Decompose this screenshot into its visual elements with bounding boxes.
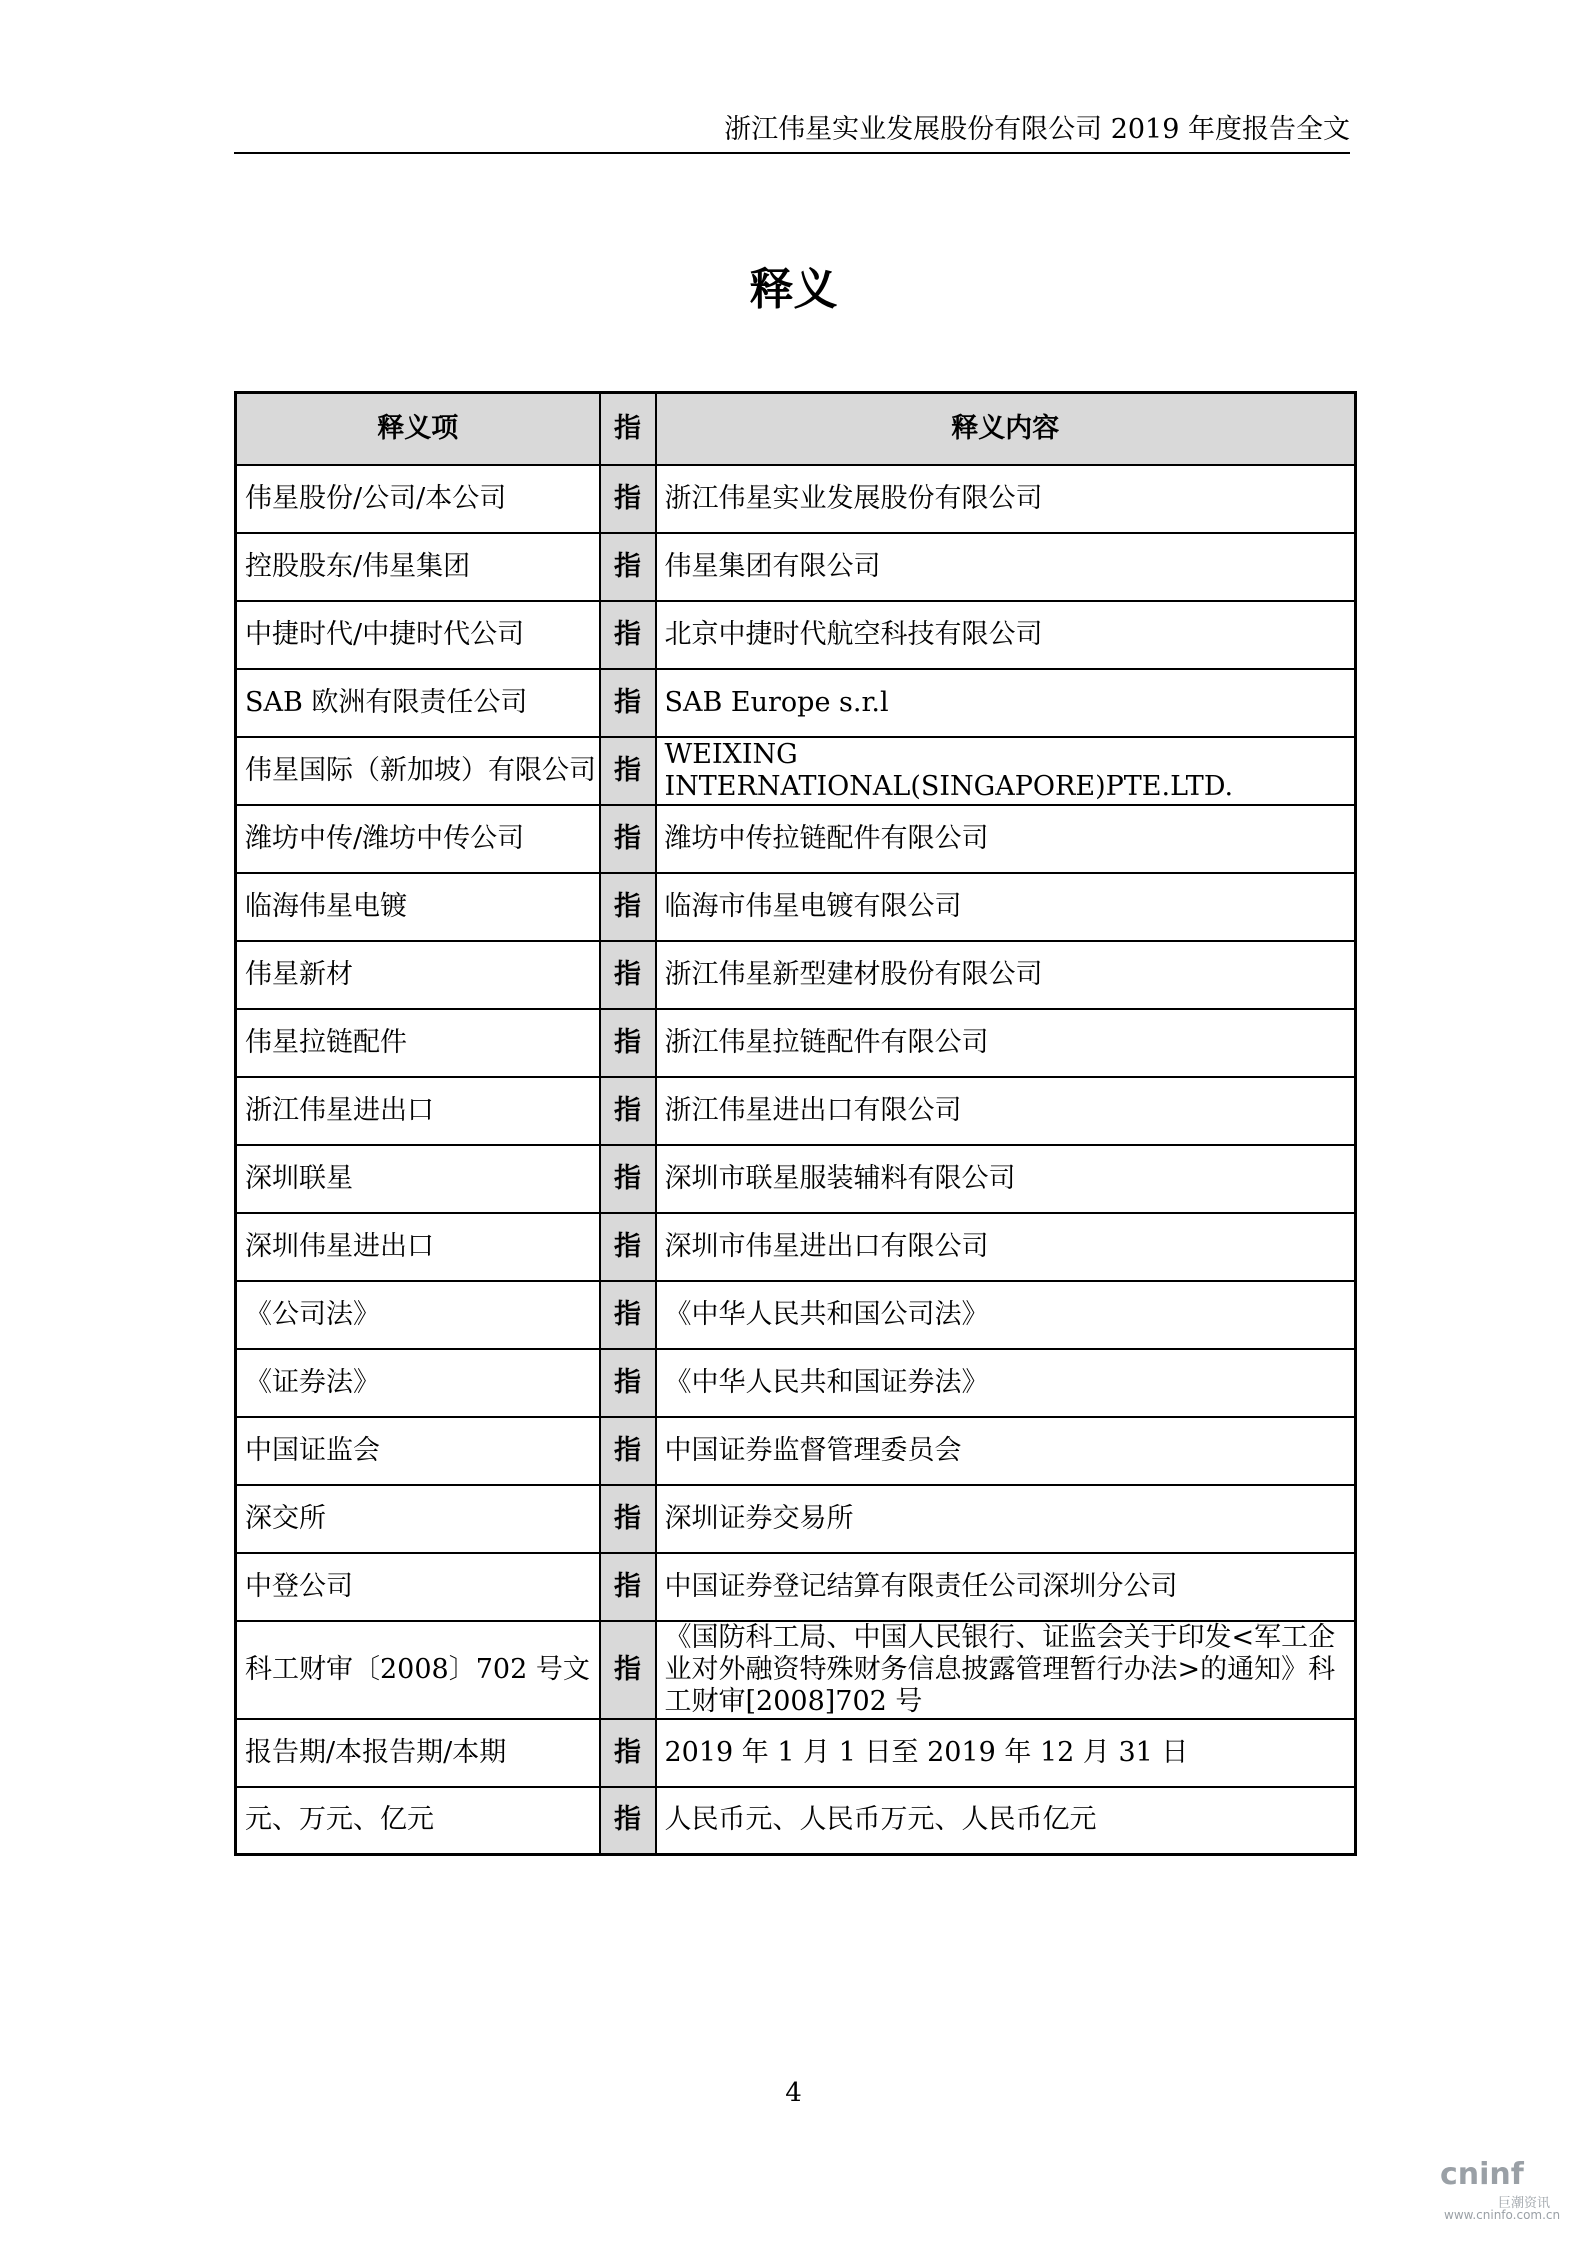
zhi-cell: 指 [600,1621,656,1719]
table-row [236,1787,1356,1855]
content-cell: SAB Europe s.r.l [656,669,1356,737]
zhi-cell: 指 [600,941,656,1009]
table-row [236,873,1356,941]
zhi-cell: 指 [600,1213,656,1281]
cninfo-logo-text: cninf [1440,2157,1524,2192]
term-cell: 深交所 [236,1485,600,1553]
content-cell: 潍坊中传拉链配件有限公司 [656,805,1356,873]
content-cell: 伟星集团有限公司 [656,533,1356,601]
cninfo-watermark [1440,2157,1561,2222]
content-cell: 浙江伟星进出口有限公司 [656,1077,1356,1145]
content-cell: 《国防科工局、中国人民银行、证监会关于印发<军工企业对外融资特殊财务信息披露管理暂行办法>的通知》科工财审[2008]702 号 [656,1621,1356,1719]
table-header-row [236,393,1356,465]
cninfo-url: www.cninfo.com.cn [1444,2208,1561,2222]
table-row [236,1145,1356,1213]
table-row [236,533,1356,601]
header-term: 释义项 [236,393,600,465]
table-row [236,737,1356,805]
term-cell: 报告期/本报告期/本期 [236,1719,600,1787]
term-cell: 控股股东/伟星集团 [236,533,600,601]
zhi-cell: 指 [600,1349,656,1417]
definitions-table [234,391,1357,1856]
table-row [236,941,1356,1009]
table-row [236,601,1356,669]
term-cell: 伟星国际（新加坡）有限公司 [236,737,600,805]
term-cell: 《公司法》 [236,1281,600,1349]
zhi-cell: 指 [600,601,656,669]
content-cell: 《中华人民共和国公司法》 [656,1281,1356,1349]
term-cell: 《证券法》 [236,1349,600,1417]
zhi-cell: 指 [600,1009,656,1077]
zhi-cell: 指 [600,805,656,873]
content-cell: 临海市伟星电镀有限公司 [656,873,1356,941]
zhi-cell: 指 [600,873,656,941]
term-cell: 伟星拉链配件 [236,1009,600,1077]
content-cell: 深圳证券交易所 [656,1485,1356,1553]
zhi-cell: 指 [600,533,656,601]
zhi-cell: 指 [600,1553,656,1621]
table-row [236,465,1356,533]
table-row [236,1417,1356,1485]
content-cell: 浙江伟星实业发展股份有限公司 [656,465,1356,533]
zhi-cell: 指 [600,1417,656,1485]
content-cell: 浙江伟星新型建材股份有限公司 [656,941,1356,1009]
content-cell: 深圳市联星服装辅料有限公司 [656,1145,1356,1213]
term-cell: 中登公司 [236,1553,600,1621]
content-cell: 深圳市伟星进出口有限公司 [656,1213,1356,1281]
table-row [236,1213,1356,1281]
header-content: 释义内容 [656,393,1356,465]
table-row [236,1281,1356,1349]
term-cell: 临海伟星电镀 [236,873,600,941]
term-cell: 中捷时代/中捷时代公司 [236,601,600,669]
content-cell: 2019 年 1 月 1 日至 2019 年 12 月 31 日 [656,1719,1356,1787]
content-cell: 中国证券监督管理委员会 [656,1417,1356,1485]
term-cell: 浙江伟星进出口 [236,1077,600,1145]
content-cell: 人民币元、人民币万元、人民币亿元 [656,1787,1356,1855]
zhi-cell: 指 [600,737,656,805]
content-cell: WEIXING INTERNATIONAL(SINGAPORE)PTE.LTD. [656,737,1356,805]
term-cell: 深圳联星 [236,1145,600,1213]
zhi-cell: 指 [600,1077,656,1145]
page-title: 释义 [749,264,838,315]
table-row [236,1719,1356,1787]
header-zhi: 指 [600,393,656,465]
term-cell: SAB 欧洲有限责任公司 [236,669,600,737]
table-row [236,1621,1356,1719]
zhi-cell: 指 [600,1485,656,1553]
zhi-cell: 指 [600,1719,656,1787]
table-row [236,669,1356,737]
zhi-cell: 指 [600,465,656,533]
content-cell: 浙江伟星拉链配件有限公司 [656,1009,1356,1077]
content-cell: 北京中捷时代航空科技有限公司 [656,601,1356,669]
table-row [236,1077,1356,1145]
page-number: 4 [785,2078,802,2108]
table-row [236,1009,1356,1077]
zhi-cell: 指 [600,669,656,737]
table-row [236,805,1356,873]
term-cell: 中国证监会 [236,1417,600,1485]
report-header-title: 浙江伟星实业发展股份有限公司 2019 年度报告全文 [724,114,1350,145]
content-cell: 中国证券登记结算有限责任公司深圳分公司 [656,1553,1356,1621]
content-cell: 《中华人民共和国证券法》 [656,1349,1356,1417]
term-cell: 深圳伟星进出口 [236,1213,600,1281]
term-cell: 科工财审〔2008〕702 号文 [236,1621,600,1719]
cninfo-logo-cn: 巨潮资讯 [1498,2196,1551,2211]
term-cell: 伟星新材 [236,941,600,1009]
report-header [234,108,1350,154]
term-cell: 潍坊中传/潍坊中传公司 [236,805,600,873]
table-row [236,1485,1356,1553]
zhi-cell: 指 [600,1145,656,1213]
zhi-cell: 指 [600,1787,656,1855]
table-row [236,1349,1356,1417]
table-row [236,1553,1356,1621]
term-cell: 元、万元、亿元 [236,1787,600,1855]
zhi-cell: 指 [600,1281,656,1349]
term-cell: 伟星股份/公司/本公司 [236,465,600,533]
